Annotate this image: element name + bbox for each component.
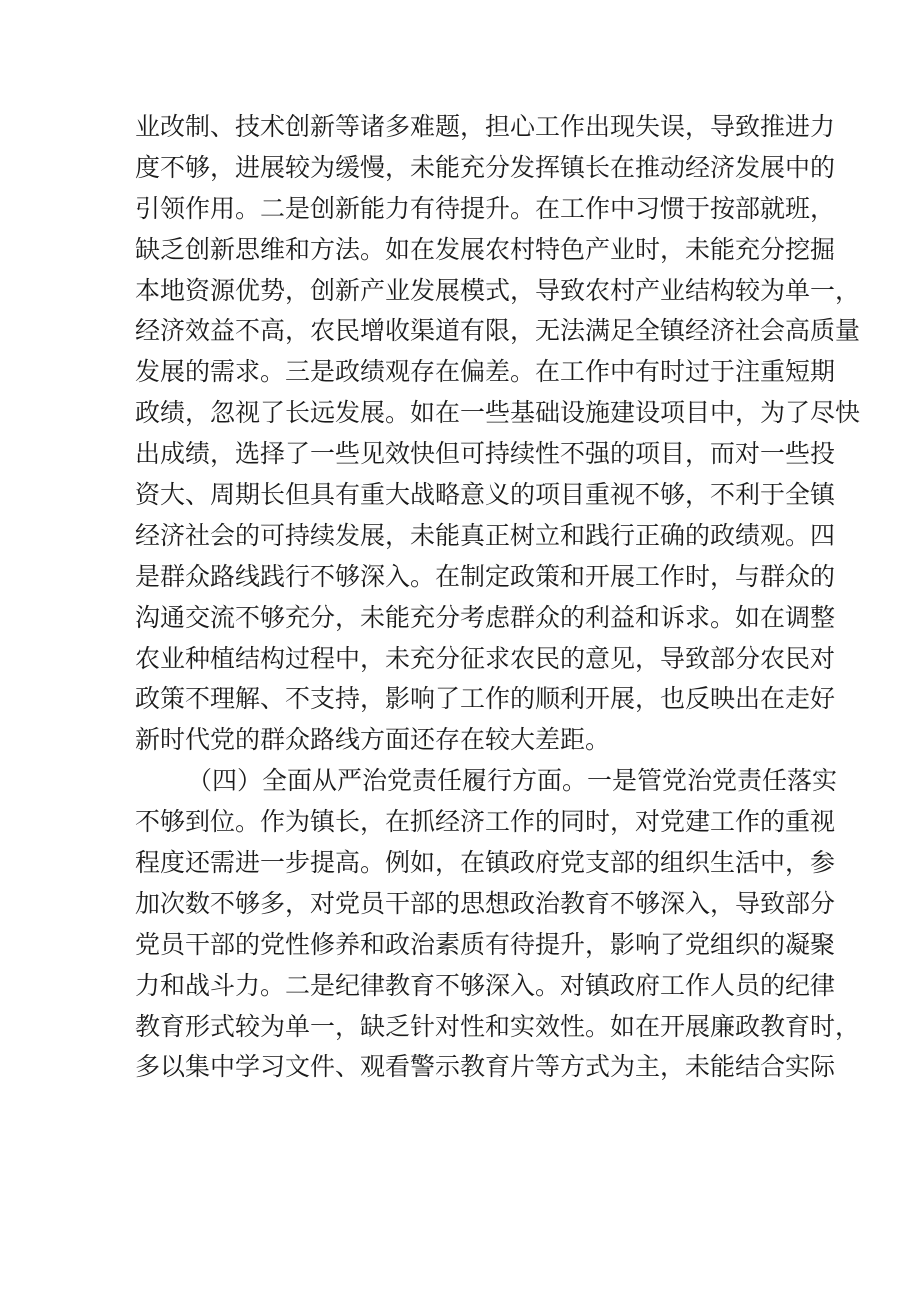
paragraph-1 [135, 107, 861, 761]
text-line: 加次数不够多，对党员干部的思想政治教育不够深入，导致部分 [135, 888, 836, 918]
text-line: 引领作用。二是创新能力有待提升。在工作中习惯于按部就班， [135, 193, 836, 223]
text-line: 缺乏创新思维和方法。如在发展农村特色产业时，未能充分挖掘 [135, 234, 836, 264]
text-line: 力和战斗力。二是纪律教育不够深入。对镇政府工作人员的纪律 [135, 970, 836, 1000]
text-line: 发展的需求。三是政绩观存在偏差。在工作中有时过于注重短期 [135, 357, 836, 387]
text-line: 度不够，进展较为缓慢，未能充分发挥镇长在推动经济发展中的 [135, 152, 836, 182]
text-line: 党员干部的党性修养和政治素质有待提升，影响了党组织的凝聚 [135, 929, 836, 959]
text-line: 新时代党的群众路线方面还存在较大差距。 [135, 725, 611, 755]
text-line: 沟通交流不够充分，未能充分考虑群众的利益和诉求。如在调整 [135, 602, 836, 632]
text-line: 是群众路线践行不够深入。在制定政策和开展工作时，与群众的 [135, 561, 836, 591]
text-line: 经济社会的可持续发展，未能真正树立和践行正确的政绩观。四 [135, 520, 836, 550]
section-heading-line: （四）全面从严治党责任履行方面。一是管党治党责任落实 [187, 766, 838, 796]
text-line: 政策不理解、不支持，影响了工作的顺利开展，也反映出在走好 [135, 684, 836, 714]
text-line: 农业种植结构过程中，未充分征求农民的意见，导致部分农民对 [135, 643, 836, 673]
text-line: 多以集中学习文件、观看警示教育片等方式为主，未能结合实际 [135, 1052, 836, 1082]
text-line: 政绩，忽视了长远发展。如在一些基础设施建设项目中，为了尽快 [135, 398, 861, 428]
text-line: 业改制、技术创新等诸多难题，担心工作出现失误，导致推进力 [135, 112, 836, 141]
text-line: 程度还需进一步提高。例如，在镇政府党支部的组织生活中，参 [135, 848, 836, 878]
text-line: 出成绩，选择了一些见效快但可持续性不强的项目，而对一些投 [135, 439, 836, 469]
document-body [135, 107, 861, 1088]
text-line: 不够到位。作为镇长，在抓经济工作的同时，对党建工作的重视 [135, 807, 836, 837]
text-line: 本地资源优势，创新产业发展模式，导致农村产业结构较为单一， [135, 275, 861, 305]
text-line: 教育形式较为单一，缺乏针对性和实效性。如在开展廉政教育时， [135, 1011, 861, 1041]
text-line: 经济效益不高，农民增收渠道有限，无法满足全镇经济社会高质量 [135, 316, 861, 346]
paragraph-2 [135, 761, 861, 1088]
text-line: 资大、周期长但具有重大战略意义的项目重视不够，不利于全镇 [135, 480, 836, 510]
